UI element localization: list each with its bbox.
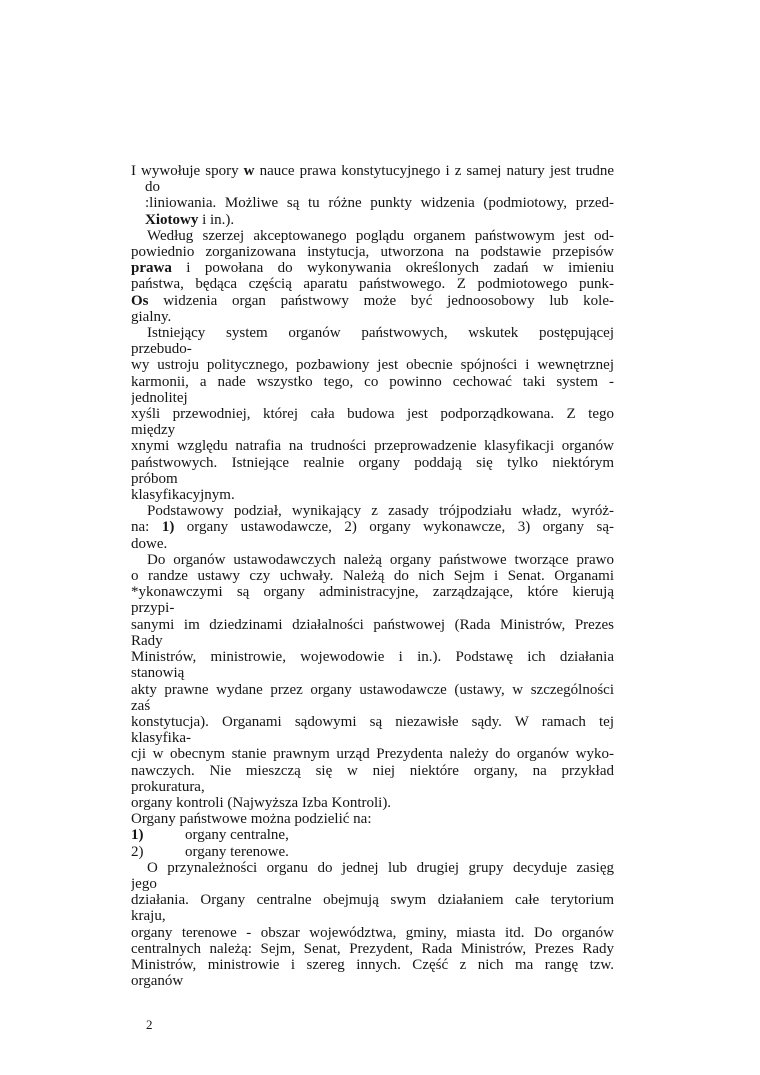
text-line: stanowią xyxy=(131,665,185,682)
text-line: państwowych. Istniejące realnie organy poddają się tylko niektórym xyxy=(131,454,614,471)
text-line: przebudo- xyxy=(131,341,192,358)
text-line: Rady xyxy=(131,632,163,649)
text-line: państwa, będąca częścią aparatu państwowego. Z podmiotowego punk- xyxy=(131,276,614,293)
text-line: dowe. xyxy=(131,535,168,552)
text-line: próbom xyxy=(131,470,178,487)
text-line: Os widzenia organ państwowy może być jednoosobowy lub kole- xyxy=(131,292,614,309)
text-line: gialny. xyxy=(131,308,172,325)
text-line: organy terenowe - obszar województwa, gminy, miasta itd. Do organów xyxy=(131,924,614,941)
list-item: 1) organy centralne, xyxy=(131,827,289,844)
text-line: xyśli przewodniej, której cała budowa jest podporządkowana. Z tego xyxy=(131,406,614,423)
text-line: I wywołuje spory w nauce prawa konstytucyjnego i z samej natury jest trudne xyxy=(131,163,614,179)
text-line: :liniowania. Możliwe są tu różne punkty widzenia (podmiotowy, przed- xyxy=(145,195,614,212)
text-line: *ykonawczymi są organy administracyjne, zarządzające, które kierują xyxy=(131,584,614,601)
text-line: Organy państwowe można podzielić na: xyxy=(131,811,372,828)
text-line: jednolitej xyxy=(131,389,188,406)
text-line: klasyfikacyjnym. xyxy=(131,487,235,504)
text-line: jego xyxy=(131,875,157,892)
text-line: akty prawne wydane przez organy ustawodawcze (ustawy, w szczególności xyxy=(131,681,614,698)
text-line: konstytucja). Organami sądowymi są niezawisłe sądy. W ramach tej xyxy=(131,713,614,730)
text-line: Według szerzej akceptowanego poglądu organem państwowym jest od- xyxy=(147,227,614,244)
text-line: Istniejący system organów państwowych, wskutek postępującej xyxy=(147,325,614,342)
text-line: Do organów ustawodawczych należą organy państwowe tworzące prawo xyxy=(147,551,614,568)
text-line: nawczych. Nie mieszczą się w niej niektóre organy, na przykład xyxy=(131,762,614,779)
text-line: o randze ustawy czy uchwały. Należą do nich Sejm i Senat. Organami xyxy=(131,568,614,585)
text-line: organy kontroli (Najwyższa Izba Kontroli). xyxy=(131,794,392,811)
text-line: przypi- xyxy=(131,600,175,617)
list-item: 2) organy terenowe. xyxy=(131,843,289,860)
text-line: działania. Organy centralne obejmują swym działaniem całe terytorium xyxy=(131,892,614,909)
text-line: Ministrów, ministrowie, wojewodowie i in.). Podstawę ich działania xyxy=(131,649,614,666)
text-line: Ministrów, ministrowie i szereg innych. Część z nich ma rangę tzw. xyxy=(131,956,614,973)
text-line: Xiotowy i in.). xyxy=(145,211,235,228)
page-number: 2 xyxy=(146,1017,153,1032)
text-line: zaś xyxy=(131,697,151,714)
text-line: O przynależności organu do jednej lub drugiej grupy decyduje zasięg xyxy=(147,859,614,876)
text-line: centralnych należą: Sejm, Senat, Prezydent, Rada Ministrów, Prezes Rady xyxy=(131,940,614,957)
text-line: do xyxy=(145,179,160,196)
text-line: wy ustroju politycznego, pozbawiony jest obecnie spójności i wewnętrznej xyxy=(131,357,614,374)
text-line: kraju, xyxy=(131,908,166,925)
text-line: prawa i powołana do wykonywania określonych zadań w imieniu xyxy=(131,260,614,277)
text-line: karmonii, a nade wszystko tego, co powinno cechować taki system - xyxy=(131,373,614,390)
text-line: organów xyxy=(131,973,184,990)
text-line: Podstawowy podział, wynikający z zasady trójpodziału władz, wyróż- xyxy=(147,503,614,520)
text-line: na: 1) organy ustawodawcze, 2) organy wykonawcze, 3) organy są- xyxy=(131,519,614,536)
text-line: xnymi względu natrafia na trudności przeprowadzenie klasyfikacji organów xyxy=(131,438,614,455)
text-line: klasyfika- xyxy=(131,730,191,747)
body-text xyxy=(131,163,614,989)
text-line: cji w obecnym stanie prawnym urząd Prezydenta należy do organów wyko- xyxy=(131,746,614,763)
text-line: między xyxy=(131,422,176,439)
text-line: prokuratura, xyxy=(131,778,205,795)
text-line: sanymi im dziedzinami działalności państwowej (Rada Ministrów, Prezes xyxy=(131,616,614,633)
text-line: powiednio zorganizowana instytucja, utworzona na podstawie przepisów xyxy=(131,244,614,261)
